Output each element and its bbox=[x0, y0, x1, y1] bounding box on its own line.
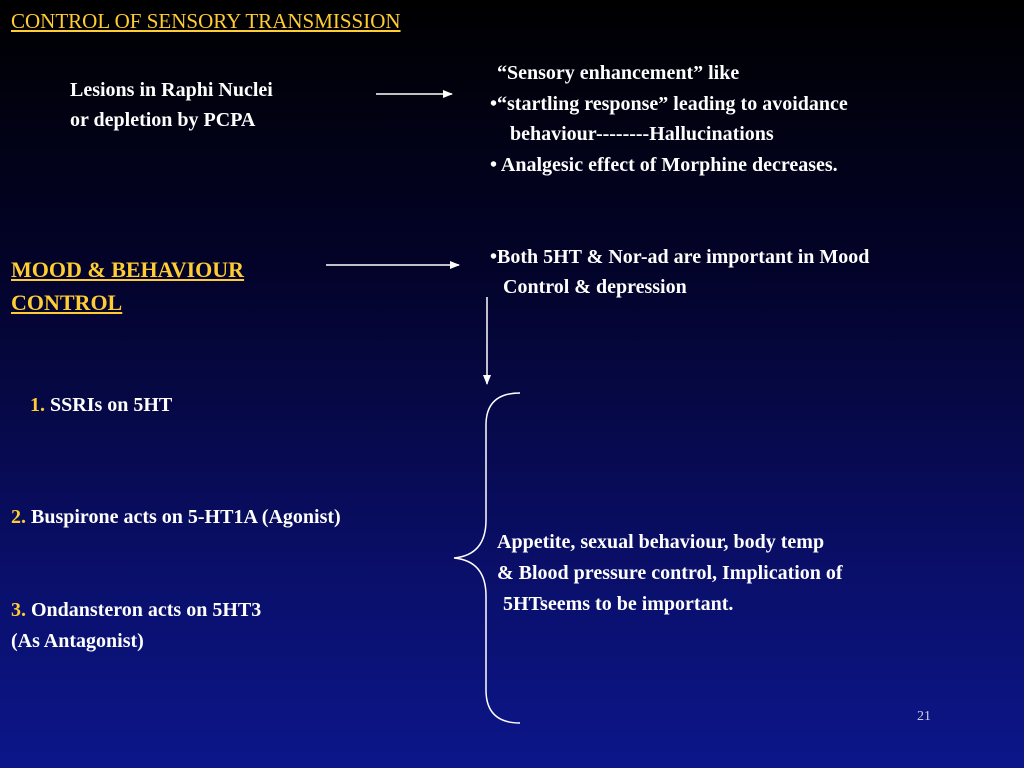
item-1-text: SSRIs on 5HT bbox=[50, 394, 173, 416]
summary-line-3: 5HTseems to be important. bbox=[503, 593, 734, 615]
item-3-line-2: (As Antagonist) bbox=[11, 630, 144, 652]
curly-brace bbox=[454, 393, 520, 723]
item-2-number: 2. bbox=[11, 506, 26, 528]
mood-heading-line-2: CONTROL bbox=[11, 290, 123, 315]
item-2-text: Buspirone acts on 5-HT1A (Agonist) bbox=[31, 506, 341, 528]
summary-line-1: Appetite, sexual behaviour, body temp bbox=[497, 531, 825, 553]
effect-line-3: behaviour--------Hallucinations bbox=[510, 123, 774, 145]
effect-line-4: • Analgesic effect of Morphine decreases. bbox=[490, 154, 838, 176]
mood-point-line-1: •Both 5HT & Nor-ad are important in Mood bbox=[490, 246, 870, 268]
item-3-text: Ondansteron acts on 5HT3 bbox=[31, 599, 262, 621]
slide-title: CONTROL OF SENSORY TRANSMISSION bbox=[11, 9, 401, 33]
effect-line-1: “Sensory enhancement” like bbox=[497, 62, 740, 84]
page-number: 21 bbox=[917, 709, 931, 724]
lesion-line-2: or depletion by PCPA bbox=[70, 109, 256, 131]
effect-line-2: •“startling response” leading to avoidance bbox=[490, 93, 848, 115]
mood-point-line-2: Control & depression bbox=[503, 276, 687, 298]
mood-heading-line-1: MOOD & BEHAVIOUR bbox=[11, 257, 245, 282]
item-1-number: 1. bbox=[30, 394, 45, 416]
lesion-line-1: Lesions in Raphi Nuclei bbox=[70, 79, 273, 101]
item-3-number: 3. bbox=[11, 599, 26, 621]
summary-line-2: & Blood pressure control, Implication of bbox=[497, 562, 843, 584]
